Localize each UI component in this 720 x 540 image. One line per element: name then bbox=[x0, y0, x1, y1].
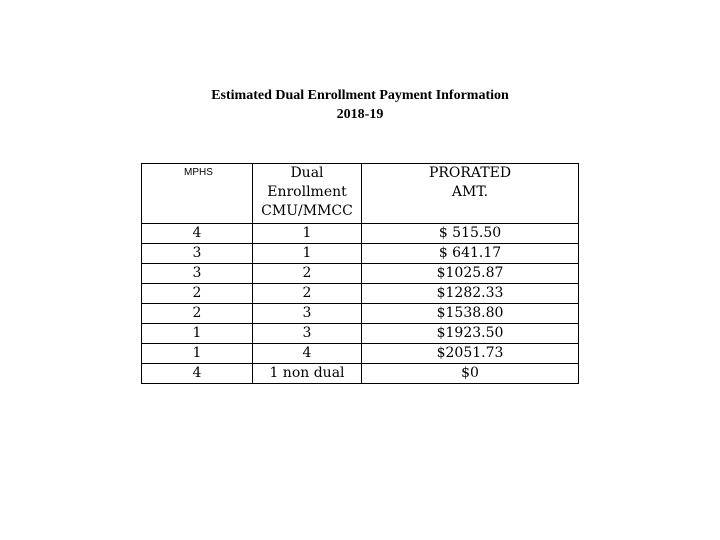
table-row bbox=[142, 324, 579, 344]
header-dual-line-2: Enrollment bbox=[267, 184, 347, 200]
header-amt-line-1: PRORATED bbox=[428, 165, 512, 181]
header-mphs: MPHS bbox=[142, 164, 253, 224]
cell-dual: 3 bbox=[253, 324, 362, 344]
header-dual-line-3: CMU/MMCC bbox=[261, 203, 353, 219]
cell-dual: 4 bbox=[253, 344, 362, 364]
cell-amount: $1282.33 bbox=[362, 284, 579, 304]
cell-amount: $ 515.50 bbox=[362, 224, 579, 244]
cell-dual: 1 bbox=[253, 244, 362, 264]
page-title bbox=[0, 86, 720, 124]
table-row bbox=[142, 364, 579, 384]
header-dual-enrollment bbox=[253, 164, 362, 224]
cell-amount: $1025.87 bbox=[362, 264, 579, 284]
cell-amount: $1923.50 bbox=[362, 324, 579, 344]
payment-table bbox=[141, 163, 579, 384]
cell-dual: 2 bbox=[253, 284, 362, 304]
cell-mphs: 3 bbox=[142, 244, 253, 264]
cell-mphs: 2 bbox=[142, 284, 253, 304]
cell-mphs: 4 bbox=[142, 364, 253, 384]
cell-mphs: 1 bbox=[142, 344, 253, 364]
header-prorated-amount bbox=[362, 164, 579, 224]
header-amt-line-2: AMT. bbox=[451, 184, 489, 200]
cell-mphs: 3 bbox=[142, 264, 253, 284]
cell-amount: $ 641.17 bbox=[362, 244, 579, 264]
header-row bbox=[142, 164, 579, 224]
cell-dual: 2 bbox=[253, 264, 362, 284]
header-dual-line-1: Dual bbox=[290, 165, 324, 181]
table-row bbox=[142, 344, 579, 364]
cell-mphs: 2 bbox=[142, 304, 253, 324]
cell-amount: $2051.73 bbox=[362, 344, 579, 364]
title-line-2: 2018-19 bbox=[336, 107, 384, 122]
table-row bbox=[142, 284, 579, 304]
table-row bbox=[142, 224, 579, 244]
cell-dual: 1 non dual bbox=[253, 364, 362, 384]
cell-amount: $0 bbox=[362, 364, 579, 384]
table-row bbox=[142, 304, 579, 324]
cell-mphs: 4 bbox=[142, 224, 253, 244]
table-row bbox=[142, 264, 579, 284]
table-row bbox=[142, 244, 579, 264]
title-line-1: Estimated Dual Enrollment Payment Information bbox=[211, 88, 509, 103]
cell-mphs: 1 bbox=[142, 324, 253, 344]
cell-dual: 3 bbox=[253, 304, 362, 324]
cell-dual: 1 bbox=[253, 224, 362, 244]
cell-amount: $1538.80 bbox=[362, 304, 579, 324]
